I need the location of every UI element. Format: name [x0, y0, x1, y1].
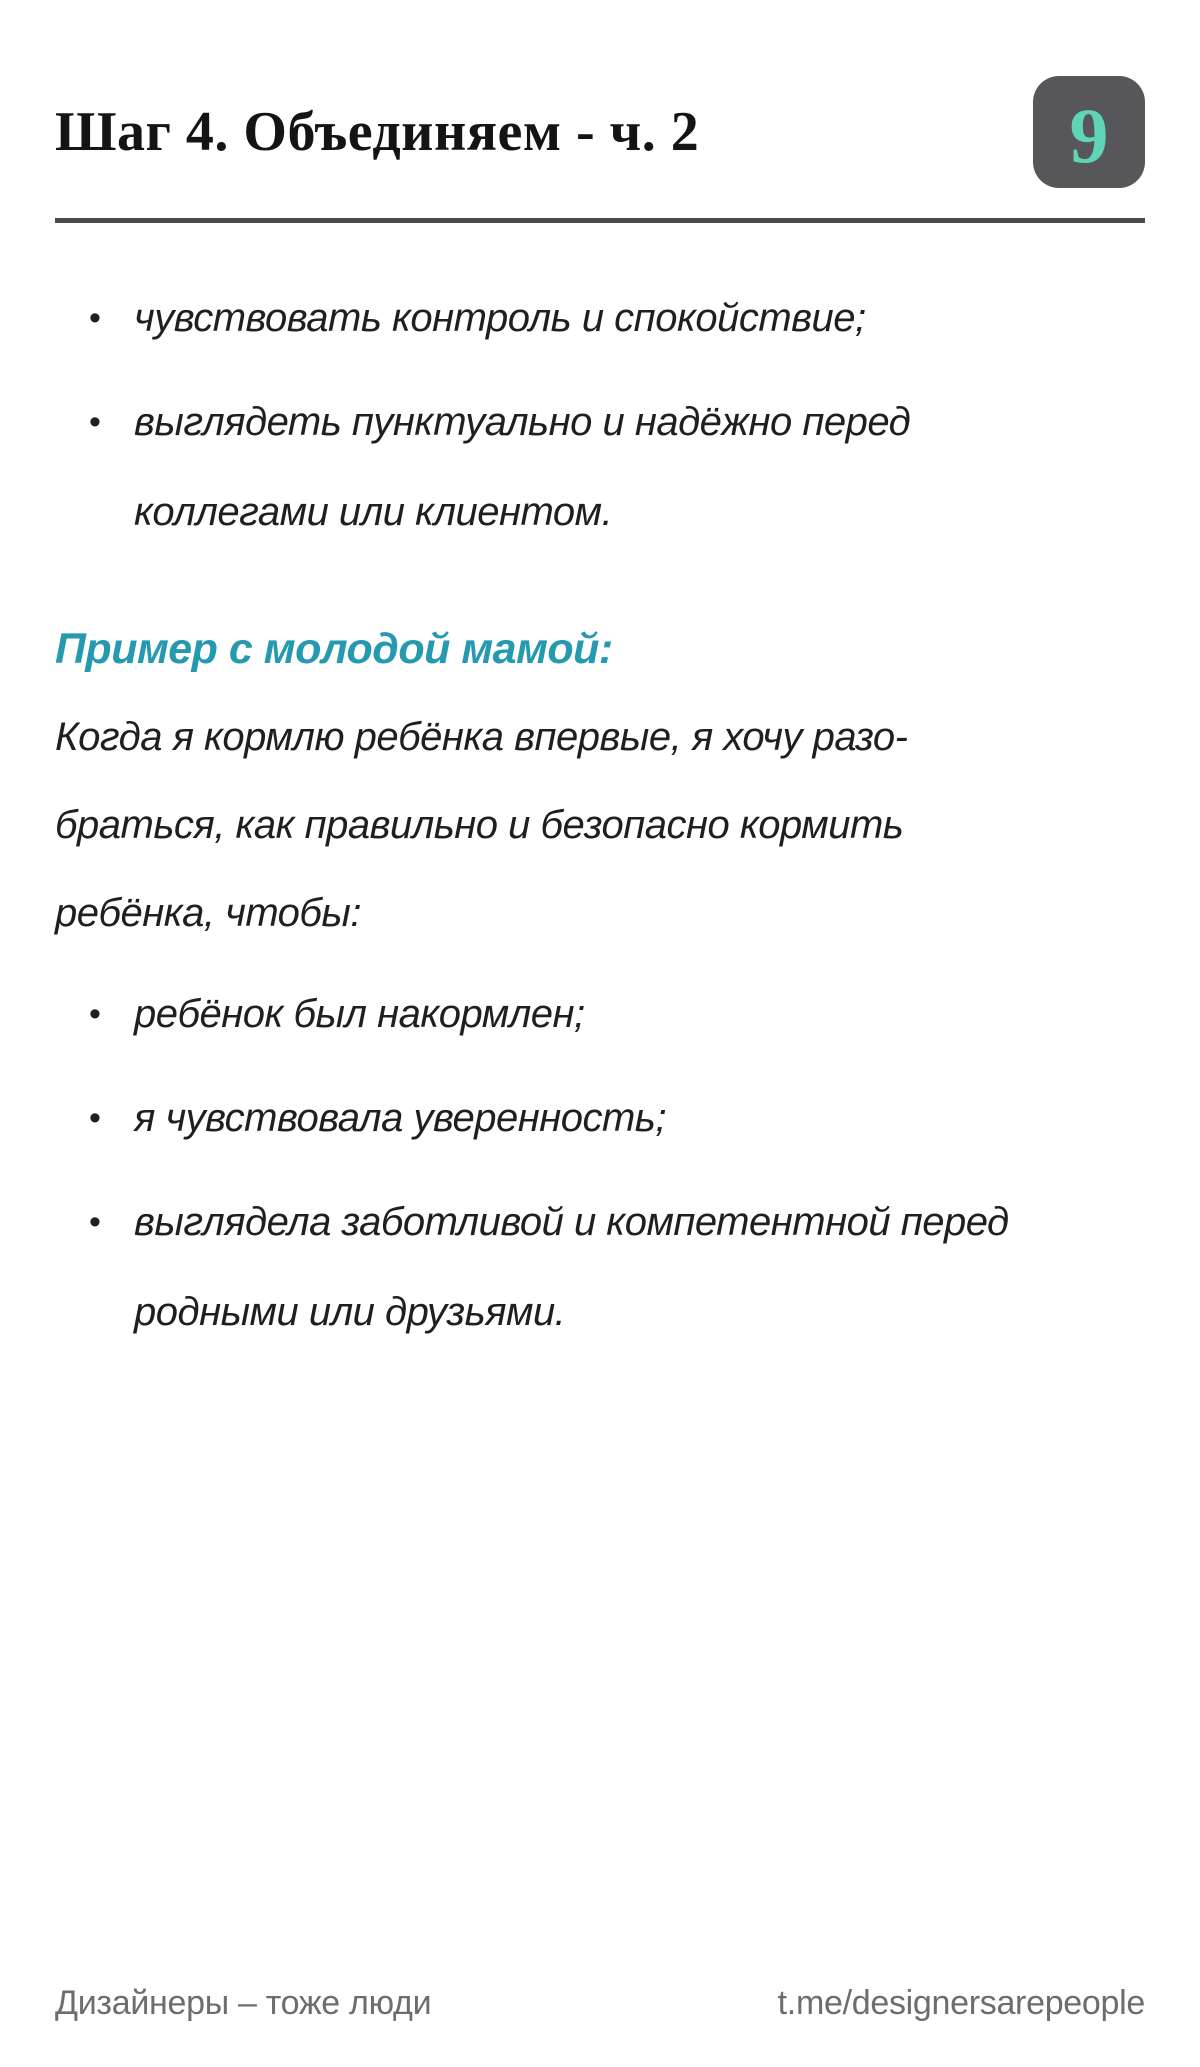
footer [55, 1984, 1145, 2023]
list-item [55, 1177, 1145, 1357]
header [55, 0, 1145, 189]
list-item-text: • я чувствовала уверенность; [134, 1096, 666, 1140]
list-item [55, 969, 1145, 1059]
page-number: 9 [1069, 91, 1109, 179]
bullet-list-top [55, 273, 1145, 557]
footer-channel-name: Дизайнеры – тоже люди [55, 1984, 432, 2022]
divider [55, 218, 1145, 223]
list-item [55, 1073, 1145, 1163]
bullet-list-example [55, 969, 1145, 1357]
list-item-text: • выглядеть пунктуально и надёжно перед [134, 400, 911, 444]
paragraph-line: Когда я кормлю ребёнка впервые, я хочу разо- [55, 715, 908, 759]
list-item-text: • ребёнок был накормлен; [134, 992, 585, 1036]
page-number-badge [1033, 76, 1145, 188]
page-title: Шаг 4. Объединяем - ч. 2 [55, 100, 700, 163]
list-item-text: • чувствовать контроль и спокойствие; [134, 296, 866, 340]
list-item-text: • выглядела заботливой и компетентной перед [134, 1200, 1009, 1244]
list-item-text: коллегами или клиентом. [134, 490, 613, 534]
footer-telegram-link: t.me/designersarepeople [777, 1984, 1145, 2022]
list-item-text: родными или друзьями. [134, 1290, 566, 1334]
example-paragraph [55, 693, 1145, 957]
list-item [55, 377, 1145, 557]
paragraph-line: ребёнка, чтобы: [55, 891, 361, 935]
paragraph-line: браться, как правильно и безопасно кормить [55, 803, 904, 847]
example-heading: Пример с молодой мамой: [55, 625, 613, 673]
list-item [55, 273, 1145, 363]
